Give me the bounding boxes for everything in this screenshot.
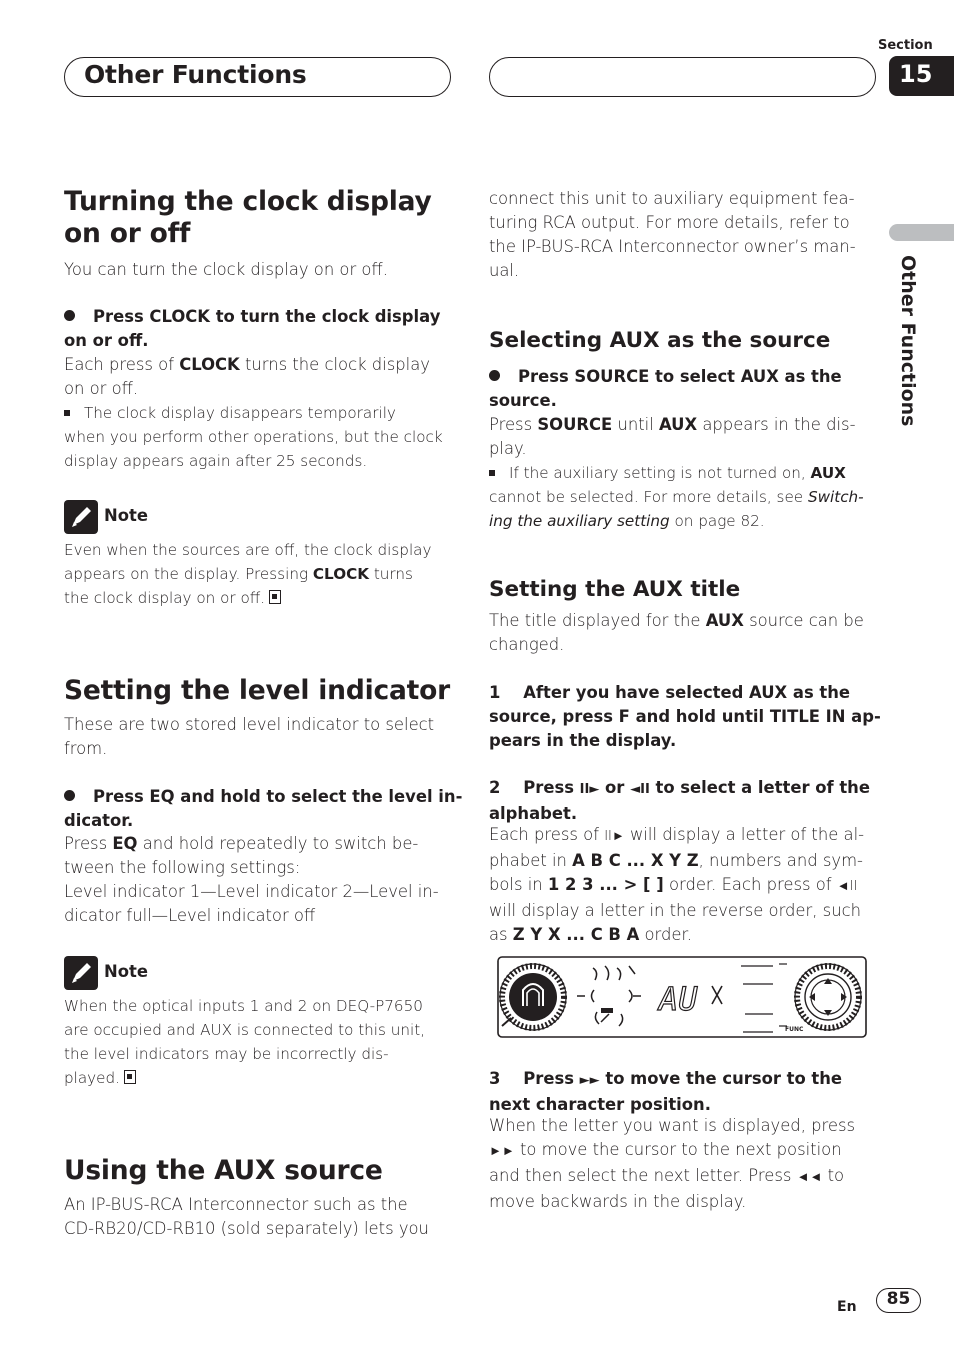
aux-title-intro-pre: The title displayed for the [489,611,706,630]
step2-mid: or [599,778,631,797]
aux-source-line1: An IP-BUS-RCA Interconnector such as the [64,1195,408,1214]
note-pencil-icon [64,500,98,534]
reverse-play-pause-icon: ◄II [836,879,858,894]
select-aux-tip-line3-italic: ing the auxiliary setting [489,512,670,530]
level-instruction-line2: dicator. [64,811,134,830]
bullet-icon [64,790,75,801]
play-pause-icon: II► [604,829,625,844]
left-volume-knob-icon [500,964,566,1030]
aux-cont-line4: ual. [489,261,520,280]
clock-note-line2-post: turns [369,565,413,583]
step1-line1: 1 After you have selected AUX as the [489,683,851,702]
step2-post: to select a letter of the [649,778,870,797]
aux-cont-line3: the IP-BUS-RCA Interconnector owner’s man- [489,237,856,256]
section-label: Section [878,38,933,53]
select-aux-instruction-line1: Press SOURCE to select AUX as the [518,367,842,386]
aux-title-heading: Setting the AUX title [489,577,741,602]
clock-note-line3: the clock display on or off. [64,589,266,607]
display-func-label: FUNC [785,1026,804,1033]
step1-line2: source, press F and hold until TITLE IN ap- [489,707,881,726]
level-note-line3: the level indicators may be incorrectly dis- [64,1045,389,1063]
step1-line3: pears in the display. [489,731,677,750]
aux-title-intro [489,609,864,657]
step3-body2-post: to move the cursor to the next position [514,1140,842,1159]
step3-body3-pre: and then select the next letter. Press [489,1166,797,1185]
end-mark-icon [269,590,281,604]
clock-intro: You can turn the clock display on or off. [64,260,388,279]
step2-body5-bold: Z Y X ... C B A [512,925,640,944]
clock-body-post: turns the clock display [239,355,430,374]
select-aux-body-mid: until [612,415,659,434]
step-2-body [489,823,864,947]
aux-source-line2: CD-RB20/CD-RB10 (sold separately) lets you [64,1219,429,1238]
step3-line2: next character position. [489,1095,711,1114]
page-number: 85 [886,1289,911,1309]
select-aux-body-bold1: SOURCE [537,415,613,434]
step-1 [489,681,881,753]
level-body [64,832,439,928]
step2-pre: 2 Press [489,778,580,797]
aux-cont-line2: turing RCA output. For more details, refer to [489,213,850,232]
step-3 [489,1067,842,1117]
clock-tip-line2: when you perform other operations, but the clock [64,428,443,446]
aux-source-body [64,1193,429,1241]
step3-pre: 3 Press [489,1069,580,1088]
level-heading: Setting the level indicator [64,675,451,706]
step2-line2: alphabet. [489,804,578,823]
select-aux-tip-line2-pre: cannot be selected. For more details, see [489,488,808,506]
aux-title-intro-bold: AUX [705,611,744,630]
page-title: Other Functions [84,60,307,89]
step-3-body [489,1114,855,1214]
side-tab-text: Other Functions [897,255,919,427]
level-note-line4: played. [64,1069,120,1087]
head-unit-display-illustration [497,956,867,1038]
header-right-pill [489,57,876,97]
step2-body4: will display a letter in the reverse order, such [489,901,861,920]
level-intro-line1: These are two stored level indicator to select [64,715,435,734]
step2-body1-post: will display a letter of the al- [624,825,865,844]
select-aux-tip-line3-post: on page 82. [669,512,765,530]
clock-instruction-line1: Press CLOCK to turn the clock display [93,307,441,326]
bullet-icon [64,310,75,321]
side-tab-bar [889,224,954,241]
level-body-line3: Level indicator 1—Level indicator 2—Level in- [64,882,439,901]
square-bullet-icon [64,410,70,416]
clock-note [64,538,431,610]
step2-body5-pre: as [489,925,513,944]
aux-source-continued [489,187,856,283]
clock-instruction-line2: on or off. [64,331,149,350]
select-aux-tip-bold: AUX [810,464,846,482]
clock-note-line1: Even when the sources are off, the clock display [64,541,432,559]
step2-body2-pre: phabet in [489,851,573,870]
step3-body4: move backwards in the display. [489,1192,747,1211]
select-aux-tip-pre: If the auxiliary setting is not turned on, [509,464,811,482]
clock-body-pre: Each press of [64,355,180,374]
clock-note-label: Note [104,506,148,525]
level-note-line1: When the optical inputs 1 and 2 on DEQ-P7650 [64,997,423,1015]
aux-title-intro-line2: changed. [489,635,565,654]
aux-source-heading: Using the AUX source [64,1155,383,1186]
select-aux-heading: Selecting AUX as the source [489,328,831,353]
select-aux-tip-line2-italic: Switch- [807,488,864,506]
select-aux-body-post: appears in the dis- [697,415,856,434]
clock-body [64,353,430,401]
clock-note-line2-bold: CLOCK [312,565,370,583]
select-aux-instruction-line2: source. [489,391,557,410]
clock-tip [64,401,443,473]
step2-body5-post: order. [639,925,692,944]
level-body-line2: tween the following settings: [64,858,301,877]
step-2 [489,776,870,826]
footer-language: En [837,1299,857,1315]
level-intro [64,713,434,761]
step3-body1: When the letter you want is displayed, press [489,1116,856,1135]
step2-body3-mid: order. Each press of [663,875,837,894]
step2-body2-post: , numbers and sym- [698,851,863,870]
aux-cont-line1: connect this unit to auxiliary equipment fea- [489,189,855,208]
clock-heading-line2: on or off [64,218,191,249]
square-bullet-icon [489,470,495,476]
bullet-icon [489,370,500,381]
step3-body3-post: to [822,1166,845,1185]
select-aux-tip [489,461,864,533]
display-aux-text: AU [659,980,698,1018]
section-number: 15 [899,60,933,88]
select-aux-body-line2: play. [489,439,527,458]
level-body-line4: dicator full—Level indicator off [64,906,316,925]
fast-forward-icon: ►► [489,1144,515,1159]
clock-note-line2-pre: appears on the display. Pressing [64,565,313,583]
clock-instruction [64,305,440,353]
select-aux-instruction [489,365,842,413]
step3-post: to move the cursor to the [599,1069,843,1088]
clock-tip-line3: display appears again after 25 seconds. [64,452,368,470]
level-instruction-line1: Press EQ and hold to select the level in- [93,787,463,806]
level-instruction [64,785,462,833]
level-intro-line2: from. [64,739,108,758]
right-multi-control-icon [795,964,861,1030]
play-pause-icon: II► [579,782,600,797]
clock-tip-line1: The clock display disappears temporarily [84,404,396,422]
clock-body-bold: CLOCK [179,355,240,374]
level-body-bold: EQ [112,834,138,853]
step2-body1-pre: Each press of [489,825,605,844]
reverse-play-pause-icon: ◄II [630,782,650,797]
select-aux-body-bold2: AUX [659,415,698,434]
level-note-line2: are occupied and AUX is connected to this unit, [64,1021,425,1039]
rewind-icon: ◄◄ [796,1170,823,1185]
level-body-post: and hold repeatedly to switch be- [137,834,419,853]
clock-heading [64,186,432,250]
step2-body3-pre: bols in [489,875,548,894]
clock-heading-line1: Turning the clock display [64,186,432,217]
step2-body2-bold: A B C ... X Y Z [572,851,699,870]
select-aux-body-pre: Press [489,415,538,434]
note-pencil-icon [64,956,98,990]
fast-forward-icon: ►► [579,1073,600,1088]
clock-body-line2: on or off. [64,379,139,398]
level-note-label: Note [104,962,148,981]
end-mark-icon [124,1070,136,1084]
aux-title-intro-post: source can be [743,611,864,630]
level-note [64,994,425,1090]
step2-body3-bold: 1 2 3 ... > [ ] [547,875,664,894]
level-body-pre: Press [64,834,113,853]
select-aux-body [489,413,856,461]
